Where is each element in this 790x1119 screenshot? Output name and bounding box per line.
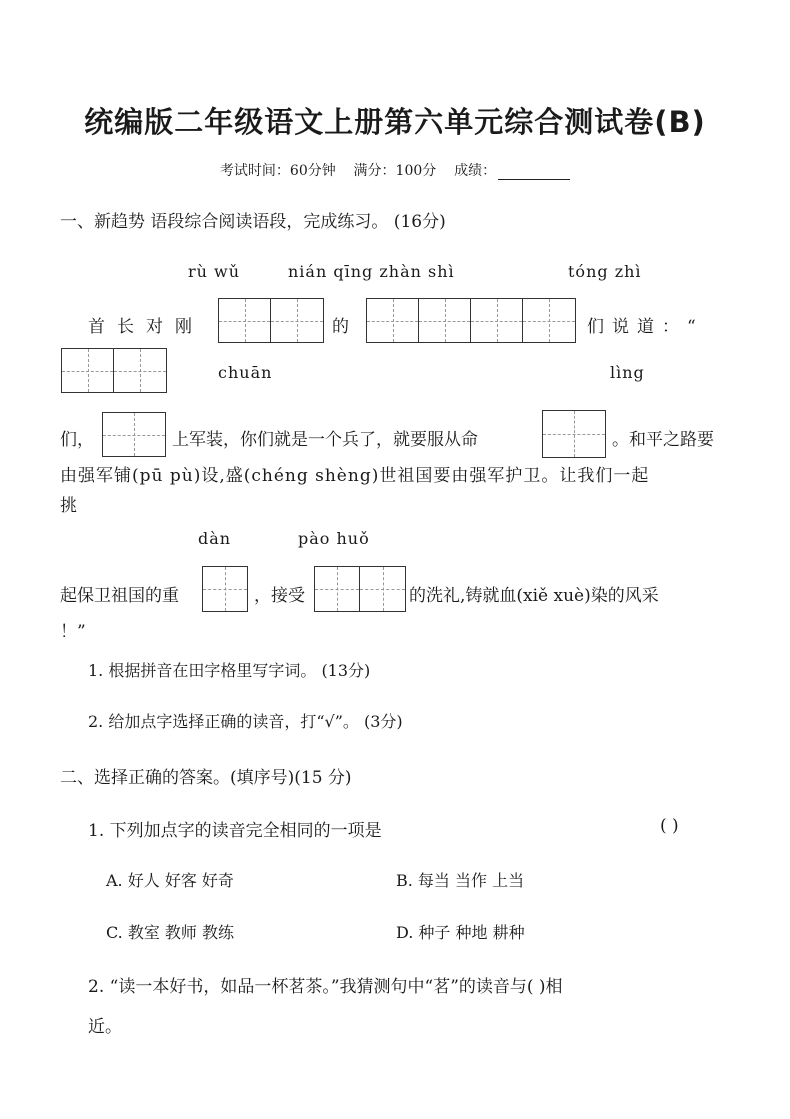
- option-b: B. 每当 当作 上当: [396, 871, 525, 890]
- line6-text: ！”: [60, 622, 86, 642]
- pinyin-paohuo: pào huǒ: [298, 529, 370, 548]
- exam-info: [0, 160, 790, 180]
- section2-question2-line1: 2. “读一本好书，如品一杯茗茶。”我猜测句中“茗”的读音与( )相: [88, 977, 563, 997]
- line2-text-c: 。和平之路要: [612, 430, 714, 450]
- section2-question1: 1. 下列加点字的读音完全相同的一项是: [88, 821, 382, 841]
- line1-text-c: 们说道：“: [587, 317, 704, 337]
- section1-heading: 一、新趋势 语段综合阅读语段，完成练习。 (16分): [60, 212, 446, 232]
- tianzige-ruwu[interactable]: [218, 298, 324, 343]
- option-c: C. 教室 教师 教练: [106, 923, 235, 942]
- section1-question2: 2. 给加点字选择正确的读音，打“√”。 (3分): [88, 712, 403, 731]
- tianzige-tongzhi[interactable]: [61, 348, 167, 393]
- line5-text-a: 起保卫祖国的重: [60, 586, 179, 606]
- tianzige-paohuo[interactable]: [314, 566, 406, 612]
- pinyin-chuan: chuān: [218, 363, 273, 382]
- answer-paren-q1[interactable]: ( ): [660, 816, 679, 836]
- line1-text-a: 首长对刚: [88, 317, 204, 337]
- tianzige-ling[interactable]: [542, 410, 606, 458]
- section1-question1: 1. 根据拼音在田字格里写字词。 (13分): [88, 661, 371, 680]
- section2-question2-line2: 近。: [88, 1017, 122, 1037]
- line2-text-b: 上军装，你们就是一个兵了，就要服从命: [172, 430, 478, 450]
- pinyin-tongzhi: tóng zhì: [568, 262, 642, 281]
- pinyin-ling: lìng: [610, 363, 645, 382]
- line3-text: 由强军铺(pū pù)设,盛(chéng shèng)世祖国要由强军护卫。让我们一起: [60, 466, 650, 486]
- tianzige-nianqingzhanshi[interactable]: [366, 298, 576, 343]
- score-blank[interactable]: [498, 165, 570, 180]
- pinyin-nianqingzhanshi: nián qīng zhàn shì: [288, 262, 455, 281]
- line5-text-b: ，接受: [254, 586, 305, 606]
- exam-time: 考试时间：60分钟: [219, 163, 336, 179]
- line5-text-c: 的洗礼,铸就血(xiě xuè)染的风采: [409, 586, 659, 606]
- full-score: 满分：100分: [353, 163, 437, 179]
- option-d: D. 种子 种地 耕种: [396, 923, 525, 942]
- section2-heading: 二、选择正确的答案。(填序号)(15 分): [60, 768, 352, 788]
- tianzige-dan[interactable]: [202, 566, 248, 612]
- option-a: A. 好人 好客 好奇: [106, 871, 234, 890]
- page-title: 统编版二年级语文上册第六单元综合测试卷(B): [84, 105, 706, 139]
- pinyin-ruwu: rù wǔ: [188, 262, 241, 281]
- line1-text-b: 的: [332, 317, 349, 337]
- line4-text: 挑: [60, 496, 77, 516]
- tianzige-chuan[interactable]: [102, 412, 166, 457]
- line2-text-a: 们，: [60, 430, 94, 450]
- pinyin-dan: dàn: [198, 529, 232, 548]
- score-label: 成绩：: [454, 163, 497, 179]
